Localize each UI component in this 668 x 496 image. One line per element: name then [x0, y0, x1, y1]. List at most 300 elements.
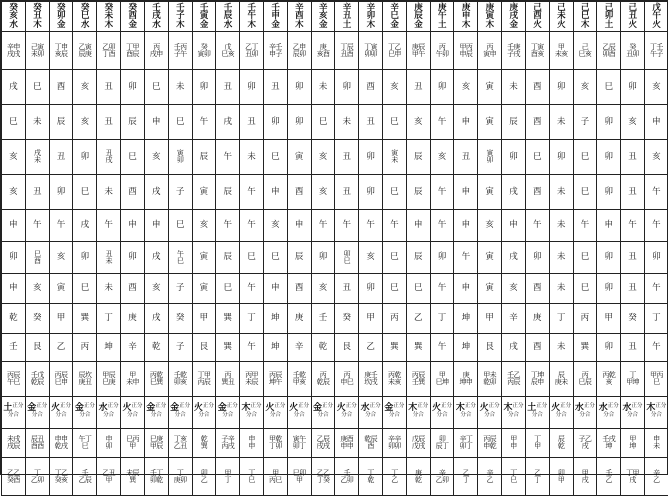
table-cell	[502, 105, 526, 140]
table-cell	[25, 274, 49, 304]
element-label: 金	[384, 403, 393, 413]
branch-text: 甲	[485, 313, 494, 323]
stem-pair-text: 巳庚 甲辰	[150, 435, 163, 450]
category-label: 正分 分合	[437, 403, 453, 418]
table-cell	[73, 105, 97, 140]
branch-text: 午	[57, 220, 66, 230]
category-label: 正分 分合	[460, 403, 476, 418]
table-cell	[525, 175, 549, 210]
branch-text: 申	[9, 220, 18, 230]
table-cell	[2, 32, 26, 70]
table-cell	[311, 334, 335, 362]
pillar-header: 壬戌水	[152, 4, 161, 30]
table-cell	[478, 362, 502, 397]
table-cell	[121, 458, 145, 496]
stem-pair-text: 子辛 丙戌	[221, 435, 234, 450]
stem-pair-text: 丁壬 午子	[650, 43, 663, 58]
branch-text: 亥	[81, 117, 90, 127]
stem-pair-text: 辰 乾	[558, 435, 564, 450]
branch-text: 子	[581, 117, 590, 127]
branch-text: 酉	[295, 187, 304, 197]
branch-text: 坤	[462, 313, 471, 323]
branch-text: 卯	[509, 152, 518, 162]
pillar-header: 辛巳金	[390, 4, 399, 30]
stem-pair-text: 庚 乾	[415, 469, 421, 484]
table-cell	[287, 274, 311, 304]
branch-text: 巳	[271, 152, 280, 162]
table-row	[2, 32, 668, 70]
table-cell	[597, 2, 621, 32]
table-cell	[168, 242, 192, 274]
table-cell	[192, 429, 216, 458]
branch-text: 卯	[200, 82, 209, 92]
pillar-header: 庚辰金	[414, 4, 423, 30]
table-cell	[621, 210, 645, 242]
branch-text: 申	[462, 220, 471, 230]
branch-text: 艮	[200, 342, 209, 352]
table-cell	[25, 70, 49, 105]
table-cell	[144, 70, 168, 105]
element-label: 金	[75, 403, 84, 413]
table-cell	[144, 458, 168, 496]
table-cell	[430, 397, 454, 429]
pillar-header: 壬申金	[271, 4, 280, 30]
stem-pair-text: 丙乾 亥	[602, 371, 615, 386]
branch-text: 巳	[390, 252, 399, 262]
branch-text: 巳	[533, 152, 542, 162]
stem-pair-text: 丙辰 申乾	[483, 435, 496, 450]
table-cell	[454, 429, 478, 458]
branch-text: 酉	[128, 187, 137, 197]
branch-text: 亥	[438, 152, 447, 162]
table-cell	[359, 458, 383, 496]
branch-text: 卯	[343, 82, 352, 92]
stem-pair-text: 甲 申	[510, 435, 516, 450]
table-cell	[383, 397, 407, 429]
table-cell	[406, 105, 430, 140]
table-cell	[97, 70, 121, 105]
stem-pair-text: 丙 戌申	[150, 43, 163, 58]
table-cell	[2, 70, 26, 105]
branch-text: 乙	[57, 342, 66, 352]
branch-text: 丑	[223, 82, 232, 92]
table-cell	[73, 32, 97, 70]
table-cell	[549, 304, 573, 334]
table-cell	[359, 397, 383, 429]
branch-text: 乾	[9, 313, 18, 323]
table-cell	[335, 429, 359, 458]
table-cell	[263, 70, 287, 105]
table-cell	[502, 2, 526, 32]
element-label: 金	[27, 403, 36, 413]
table-cell	[383, 429, 407, 458]
element-label: 水	[99, 403, 108, 413]
branch-text: 申	[295, 220, 304, 230]
table-cell	[335, 242, 359, 274]
element-label: 火	[551, 403, 560, 413]
table-cell	[216, 242, 240, 274]
table-cell	[168, 210, 192, 242]
element-label: 火	[337, 403, 346, 413]
table-cell	[406, 70, 430, 105]
branch-text: 午	[247, 342, 256, 352]
branch-text: 卯	[57, 187, 66, 197]
element-label: 火	[432, 403, 441, 413]
table-cell	[2, 140, 26, 175]
table-cell	[73, 304, 97, 334]
branch-text: 卯	[366, 152, 375, 162]
element-label: 火	[122, 403, 131, 413]
table-cell	[49, 210, 73, 242]
table-cell	[335, 304, 359, 334]
branch-text: 寅	[485, 117, 494, 127]
branch-text: 未	[104, 187, 113, 197]
branch-text: 戌	[152, 187, 161, 197]
stem-pair-text: 丙乾 巳巽	[150, 371, 163, 386]
element-label: 火	[51, 403, 60, 413]
table-cell	[644, 140, 668, 175]
table-cell	[192, 32, 216, 70]
stem-pair-text: 丙 申巳	[340, 371, 353, 386]
table-cell	[549, 175, 573, 210]
table-cell	[287, 105, 311, 140]
table-cell	[430, 32, 454, 70]
table-cell	[644, 274, 668, 304]
table-cell	[573, 274, 597, 304]
table-row	[2, 334, 668, 362]
table-cell	[144, 429, 168, 458]
table-cell	[168, 175, 192, 210]
table-cell	[502, 175, 526, 210]
table-cell	[2, 304, 26, 334]
branch-text: 午	[319, 220, 328, 230]
branch-text: 卯	[557, 82, 566, 92]
stem-pair-text: 甲 坤	[629, 435, 635, 450]
branch-text: 酉	[57, 82, 66, 92]
stem-pair-text: 子乙 戌	[579, 435, 592, 450]
pillar-header: 癸巳水	[80, 4, 89, 30]
branch-text: 丑	[247, 117, 256, 127]
table-cell	[454, 274, 478, 304]
branch-text: 癸	[628, 313, 637, 323]
table-cell	[430, 362, 454, 397]
table-cell	[383, 105, 407, 140]
branch-text: 酉	[533, 82, 542, 92]
branch-text: 巳	[176, 117, 185, 127]
table-cell	[454, 458, 478, 496]
branch-text: 丑	[462, 152, 471, 162]
stem-pair-text: 丁甲 丙辰	[198, 371, 211, 386]
table-cell	[121, 304, 145, 334]
table-cell	[597, 304, 621, 334]
stem-pair-text: 丁 巳	[248, 469, 254, 484]
branch-text: 丑	[343, 152, 352, 162]
branch-text: 巳	[414, 283, 423, 293]
branch-text: 卯	[628, 82, 637, 92]
table-cell	[25, 334, 49, 362]
table-cell	[644, 429, 668, 458]
branch-text: 甲	[57, 313, 66, 323]
table-cell	[597, 105, 621, 140]
table-cell	[525, 242, 549, 274]
table-cell	[359, 140, 383, 175]
stem-pair-text: 丁 甲	[534, 435, 540, 450]
table-cell	[25, 175, 49, 210]
table-cell	[121, 334, 145, 362]
table-cell	[168, 32, 192, 70]
branch-text: 丑 戌	[105, 149, 111, 164]
stem-pair-text: 庚壬 坎戌	[364, 371, 377, 386]
branch-text: 午	[247, 283, 256, 293]
table-cell	[525, 210, 549, 242]
table-cell	[573, 210, 597, 242]
element-label: 金	[218, 403, 227, 413]
table-cell	[192, 362, 216, 397]
pillar-header: 戊午火	[652, 4, 661, 30]
table-cell	[430, 2, 454, 32]
table-cell	[597, 429, 621, 458]
table-cell	[359, 362, 383, 397]
table-row	[2, 140, 668, 175]
branch-text: 巳	[81, 187, 90, 197]
table-cell	[121, 2, 145, 32]
branch-text: 巳	[9, 117, 18, 127]
table-cell	[454, 2, 478, 32]
table-cell	[335, 70, 359, 105]
table-cell	[240, 2, 264, 32]
table-cell	[597, 397, 621, 429]
table-cell	[597, 140, 621, 175]
branch-text: 戌	[509, 187, 518, 197]
branch-text: 亥	[509, 283, 518, 293]
table-cell	[168, 397, 192, 429]
category-label: 正分 分合	[198, 403, 214, 418]
stem-pair-text: 壬戊 乾辰	[31, 371, 44, 386]
branch-text: 丑	[628, 152, 637, 162]
table-cell	[49, 105, 73, 140]
table-cell	[311, 70, 335, 105]
stem-pair-text: 巳丙 甲	[126, 435, 139, 450]
branch-text: 卯	[438, 252, 447, 262]
table-cell	[168, 274, 192, 304]
table-cell	[644, 397, 668, 429]
pillar-header: 己酉火	[533, 4, 542, 30]
table-cell	[573, 304, 597, 334]
table-cell	[240, 334, 264, 362]
table-cell	[2, 334, 26, 362]
table-cell	[49, 32, 73, 70]
table-cell	[621, 429, 645, 458]
branch-text: 巳	[247, 252, 256, 262]
table-cell	[335, 362, 359, 397]
branch-text: 戌	[152, 252, 161, 262]
stem-pair-text: 乙丑 甲	[102, 469, 115, 484]
pillar-header: 己巳木	[580, 4, 589, 30]
table-cell	[263, 140, 287, 175]
category-label: 正分 分合	[127, 403, 143, 418]
stem-pair-text: 丁甲 戌	[626, 469, 639, 484]
table-cell	[97, 175, 121, 210]
table-cell	[525, 458, 549, 496]
branch-text: 巳	[319, 117, 328, 127]
table-cell	[525, 334, 549, 362]
table-cell	[144, 304, 168, 334]
table-cell	[121, 210, 145, 242]
branch-text: 亥	[462, 82, 471, 92]
table-cell	[478, 2, 502, 32]
element-label: 木	[646, 403, 655, 413]
branch-text: 巳	[81, 283, 90, 293]
category-label: 正分 分合	[294, 403, 310, 418]
table-cell	[597, 334, 621, 362]
table-cell	[478, 458, 502, 496]
category-label: 正分 分合	[651, 403, 667, 418]
almanac-grid	[1, 1, 668, 496]
stem-pair-text: 戊 巳亥	[221, 43, 234, 58]
branch-text: 寅 卯	[486, 149, 492, 164]
table-cell	[383, 32, 407, 70]
stem-pair-text: 癸 寅卯	[198, 43, 211, 58]
table-cell	[525, 274, 549, 304]
table-cell	[240, 32, 264, 70]
table-row	[2, 242, 668, 274]
category-label: 正分 分合	[341, 403, 357, 418]
table-cell	[73, 70, 97, 105]
table-cell	[97, 32, 121, 70]
table-cell	[359, 32, 383, 70]
table-cell	[454, 362, 478, 397]
table-cell	[549, 70, 573, 105]
table-cell	[73, 2, 97, 32]
table-cell	[216, 32, 240, 70]
stem-pair-text: 壬乾 卯亥	[174, 371, 187, 386]
stem-pair-text: 庚 坤申	[459, 371, 472, 386]
stem-pair-text: 丁 庚卯	[174, 469, 187, 484]
table-row	[2, 210, 668, 242]
branch-text: 辰	[295, 252, 304, 262]
table-cell	[573, 362, 597, 397]
table-cell	[621, 242, 645, 274]
table-cell	[287, 175, 311, 210]
branch-text: 卯	[604, 152, 613, 162]
branch-text: 巳	[390, 187, 399, 197]
category-label: 正分 分合	[627, 403, 643, 418]
branch-text: 乙	[414, 313, 423, 323]
table-cell	[597, 32, 621, 70]
pillar-header: 己未火	[557, 4, 566, 30]
category-label: 正分 分合	[270, 403, 286, 418]
table-cell	[287, 429, 311, 458]
element-label: 水	[623, 403, 632, 413]
stem-pair-text: 丙 乾辰	[317, 371, 330, 386]
stem-pair-text: 辛壬 申子	[269, 43, 282, 58]
table-cell	[192, 334, 216, 362]
branch-text: 卯	[81, 152, 90, 162]
table-cell	[644, 304, 668, 334]
table-cell	[216, 458, 240, 496]
stem-pair-text: 甲丙 申辰	[459, 43, 472, 58]
table-cell	[287, 140, 311, 175]
table-cell	[216, 274, 240, 304]
table-cell	[216, 175, 240, 210]
category-label: 正分 分合	[246, 403, 262, 418]
branch-text: 亥	[581, 82, 590, 92]
branch-text: 辛	[509, 313, 518, 323]
table-cell	[49, 362, 73, 397]
table-cell	[192, 175, 216, 210]
table-cell	[2, 274, 26, 304]
branch-text: 乙	[366, 342, 375, 352]
table-cell	[525, 32, 549, 70]
stem-pair-text: 辛丁 卯丁	[459, 435, 472, 450]
branch-text: 巳	[128, 152, 137, 162]
branch-text: 甲	[604, 313, 613, 323]
table-cell	[383, 140, 407, 175]
table-cell	[621, 397, 645, 429]
table-cell	[359, 70, 383, 105]
branch-text: 戌	[509, 342, 518, 352]
table-cell	[454, 242, 478, 274]
stem-pair-text: 甲未 乾卯	[483, 371, 496, 386]
stem-pair-text: 辛 乙	[653, 469, 659, 484]
table-cell	[621, 70, 645, 105]
stem-pair-text: 甲 丁	[225, 469, 231, 484]
branch-text: 亥	[57, 252, 66, 262]
branch-text: 甲	[200, 313, 209, 323]
table-cell	[25, 32, 49, 70]
branch-text: 午	[247, 220, 256, 230]
branch-text: 坤	[271, 342, 280, 352]
branch-text: 未	[343, 117, 352, 127]
branch-text: 癸	[176, 313, 185, 323]
branch-text: 丁	[557, 313, 566, 323]
branch-text: 午	[533, 220, 542, 230]
table-cell	[311, 2, 335, 32]
stem-pair-text: 丁乙 癸亥	[55, 469, 68, 484]
element-label: 水	[361, 403, 370, 413]
table-cell	[502, 304, 526, 334]
table-cell	[502, 334, 526, 362]
branch-text: 丑	[414, 82, 423, 92]
branch-text: 巳	[176, 220, 185, 230]
table-cell	[287, 242, 311, 274]
branch-text: 丑	[628, 252, 637, 262]
branch-text: 甲	[366, 313, 375, 323]
table-cell	[144, 140, 168, 175]
table-cell	[525, 70, 549, 105]
table-cell	[406, 334, 430, 362]
table-cell	[144, 362, 168, 397]
branch-text: 子	[176, 283, 185, 293]
stem-pair-text: 丙 寅申	[483, 43, 496, 58]
table-cell	[478, 70, 502, 105]
stem-pair-text: 丁辰 丑酉	[340, 43, 353, 58]
table-cell	[406, 304, 430, 334]
pillar-header: 癸未木	[104, 4, 113, 30]
branch-text: 巳	[223, 283, 232, 293]
table-cell	[240, 397, 264, 429]
branch-text: 艮	[33, 342, 42, 352]
branch-text: 庚	[533, 313, 542, 323]
stem-pair-text: 庚 亥酉	[317, 43, 330, 58]
table-cell	[192, 274, 216, 304]
table-cell	[502, 32, 526, 70]
table-cell	[287, 210, 311, 242]
table-cell	[192, 70, 216, 105]
table-cell	[454, 210, 478, 242]
table-cell	[573, 2, 597, 32]
pillar-header: 庚戌金	[509, 4, 518, 30]
